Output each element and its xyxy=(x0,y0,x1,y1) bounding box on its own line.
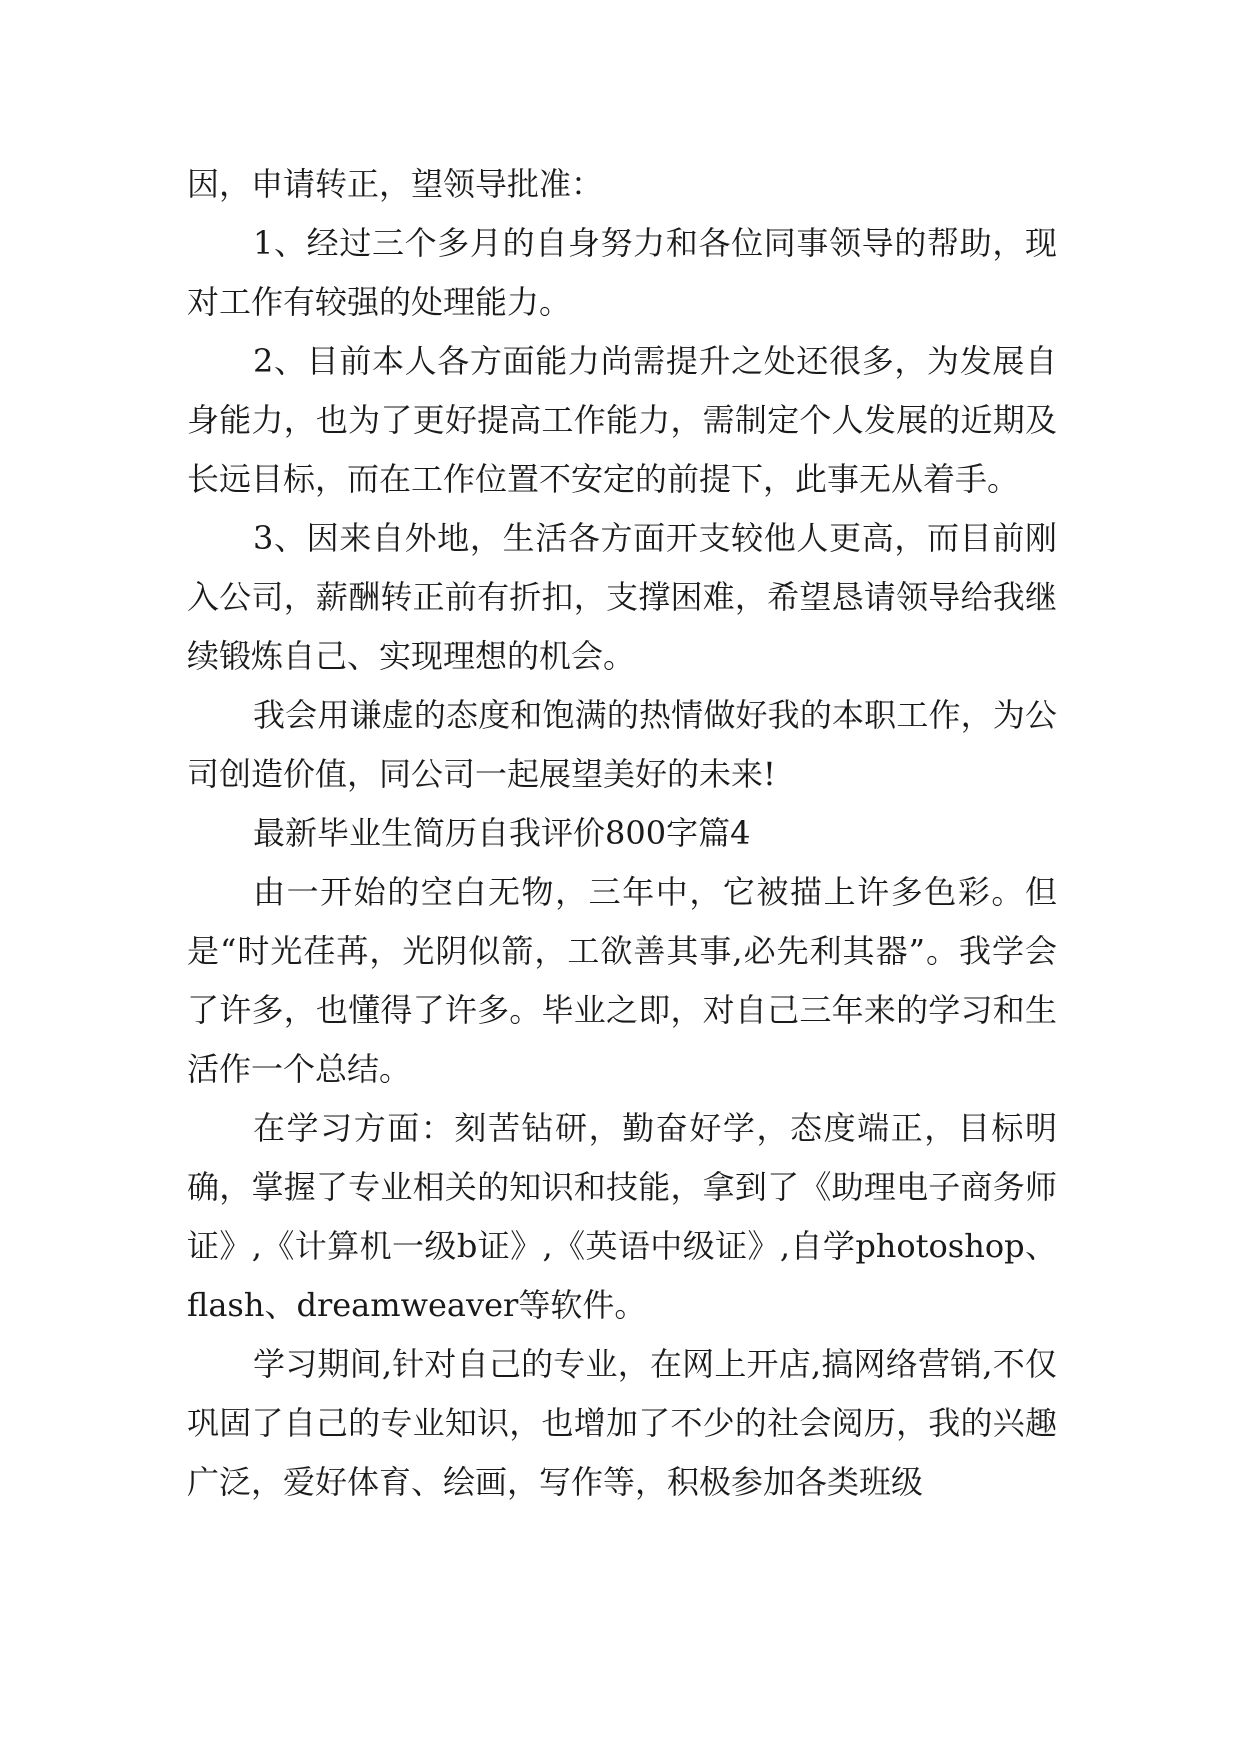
paragraph-activities: 学习期间,针对自己的专业，在网上开店,搞网络营销,不仅巩固了自己的专业知识，也增加了不少的社会阅历，我的兴趣广泛，爱好体育、绘画，写作等，积极参加各类班级 xyxy=(187,1345,1057,1501)
paragraph-item-2: 2、目前本人各方面能力尚需提升之处还很多，为发展自身能力，也为了更好提高工作能力，需制定个人发展的近期及长远目标，而在工作位置不安定的前提下，此事无从着手。 xyxy=(187,342,1057,498)
document-body xyxy=(187,155,1057,1512)
paragraph-item-1: 1、经过三个多月的自身努力和各位同事领导的帮助，现对工作有较强的处理能力。 xyxy=(187,224,1057,321)
paragraph-continuation: 因，申请转正，望领导批准： xyxy=(187,165,604,203)
section-heading: 最新毕业生简历自我评价800字篇4 xyxy=(253,814,751,852)
paragraph-item-3: 3、因来自外地，生活各方面开支较他人更高，而目前刚入公司，薪酬转正前有折扣，支撑困难，希望恳请领导给我继续锻炼自己、实现理想的机会。 xyxy=(187,519,1057,675)
paragraph-intro: 由一开始的空白无物，三年中，它被描上许多色彩。但是“时光荏苒，光阴似箭，工欲善其事,必先利其器”。我学会了许多，也懂得了许多。毕业之即，对自己三年来的学习和生活作一个总结。 xyxy=(187,873,1057,1088)
paragraph-study: 在学习方面：刻苦钻研，勤奋好学，态度端正，目标明确，掌握了专业相关的知识和技能，拿到了《助理电子商务师证》,《计算机一级b证》,《英语中级证》,自学photoshop、flash、dreamweaver等软件。 xyxy=(187,1109,1057,1324)
paragraph-closing: 我会用谦虚的态度和饱满的热情做好我的本职工作，为公司创造价值，同公司一起展望美好的未来! xyxy=(187,696,1057,793)
